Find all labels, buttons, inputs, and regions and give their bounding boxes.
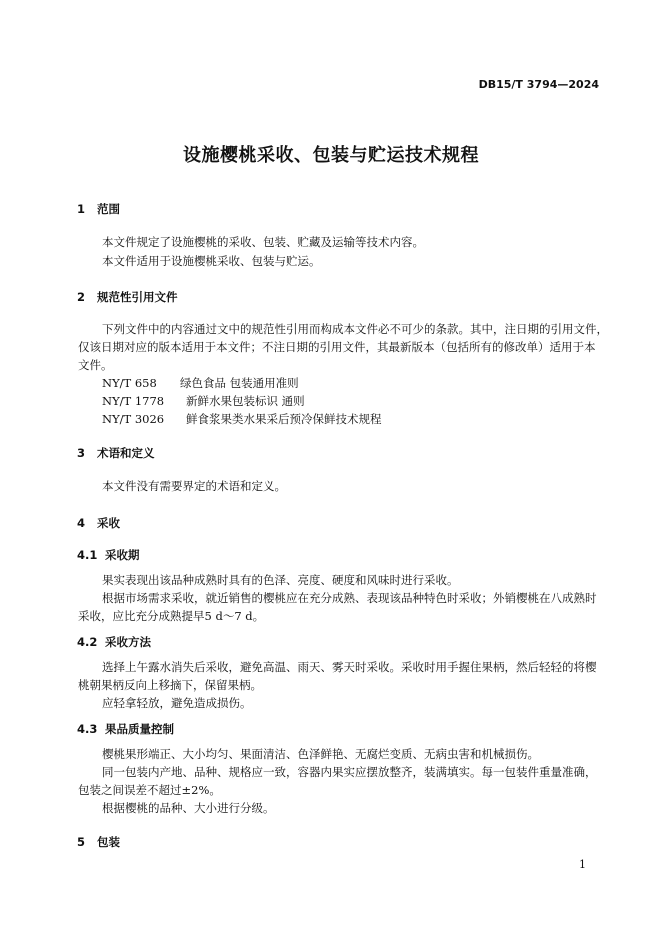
section-title: 采收 [97,516,120,530]
subsection-4-2-heading [77,634,151,650]
subsection-number: 4.2 [77,635,98,649]
paragraph-line: 下列文件中的内容通过文中的规范性引用而构成本文件必不可少的条款。其中，注日期的引用文件， [102,322,608,336]
section-number: 1 [77,202,86,216]
subsection-title: 采收方法 [105,635,151,649]
section-title: 范围 [97,202,120,216]
reference-code: NY/T 1778 [102,394,165,408]
section-2-heading [77,289,178,305]
section-title: 规范性引用文件 [97,290,178,304]
paragraph: 应轻拿轻放，避免造成损伤。 [102,696,252,710]
subsection-number: 4.3 [77,722,98,736]
section-3-heading [77,445,155,461]
subsection-title: 采收期 [105,548,140,562]
subsection-number: 4.1 [77,548,98,562]
paragraph: 本文件没有需要界定的术语和定义。 [102,479,286,493]
section-number: 2 [77,290,86,304]
paragraph-line: 同一包装内产地、品种、规格应一致，容器内果实应摆放整齐，装满填实。每一包装件重量准确， [102,765,597,779]
section-number: 3 [77,446,86,460]
paragraph: 本文件适用于设施樱桃采收、包装与贮运。 [102,254,321,268]
section-title: 术语和定义 [97,446,155,460]
paragraph-line: 桃朝果柄反向上移摘下，保留果柄。 [78,678,262,692]
reference-code: NY/T 658 [102,376,157,390]
paragraph-line: 采收，应比充分成熟提早5 d～7 d。 [78,609,265,623]
reference-item [102,411,382,427]
paragraph-line: 仅该日期对应的版本适用于本文件；不注日期的引用文件，其最新版本（包括所有的修改单）适用于本 [78,340,596,354]
paragraph: 根据樱桃的品种、大小进行分级。 [102,801,275,815]
section-number: 4 [77,516,86,530]
standard-number: DB15/T 3794—2024 [478,78,599,91]
paragraph-line: 根据市场需求采收，就近销售的樱桃应在充分成熟、表现该品种特色时采收；外销樱桃在八成熟时 [102,591,597,605]
subsection-title: 果品质量控制 [105,722,174,736]
document-title: 设施樱桃采收、包装与贮运技术规程 [183,145,479,166]
page-number: 1 [579,858,586,871]
subsection-4-1-heading [77,547,140,563]
paragraph-line: 选择上午露水消失后采收，避免高温、雨天、雾天时采收。采收时用手握住果柄，然后轻轻的将樱 [102,660,597,674]
section-number: 5 [77,835,86,849]
reference-name: 新鲜水果包装标识 通则 [186,394,305,408]
paragraph: 果实表现出该品种成熟时具有的色泽、亮度、硬度和风味时进行采收。 [102,573,459,587]
section-5-heading [77,834,120,850]
reference-name: 鲜食浆果类水果采后预冷保鲜技术规程 [186,412,382,426]
paragraph-line: 文件。 [78,358,113,372]
paragraph: 本文件规定了设施樱桃的采收、包装、贮藏及运输等技术内容。 [102,235,424,249]
reference-item [102,393,305,409]
paragraph: 樱桃果形端正、大小均匀、果面清洁、色泽鲜艳、无腐烂变质、无病虫害和机械损伤。 [102,747,539,761]
section-1-heading [77,201,120,217]
subsection-4-3-heading [77,721,174,737]
reference-code: NY/T 3026 [102,412,165,426]
section-4-heading [77,515,120,531]
reference-name: 绿色食品 包装通用准则 [180,376,299,390]
paragraph-line: 包装之间误差不超过±2%。 [78,783,221,797]
section-title: 包装 [97,835,120,849]
reference-item [102,375,299,391]
